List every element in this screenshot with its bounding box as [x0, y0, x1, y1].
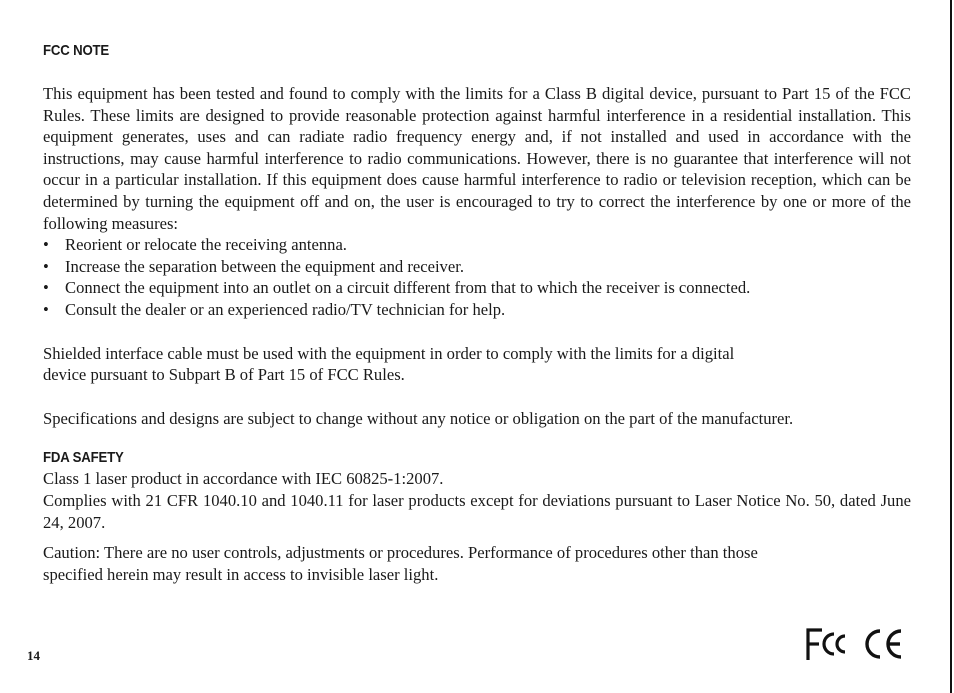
list-item — [43, 299, 911, 321]
fda-complies-paragraph: Complies with 21 CFR 1040.10 and 1040.11 for laser products except for deviations pursuant to Laser Notice No. 50, dated June 24, 2007. — [43, 490, 911, 532]
fcc-measures-list — [43, 234, 911, 320]
spacer — [43, 429, 911, 447]
measure-text: Consult the dealer or an experienced radio/TV technician for help. — [65, 299, 506, 319]
list-item — [43, 234, 911, 256]
bullet-glyph: • — [43, 299, 49, 319]
page-edge-rule — [950, 0, 952, 693]
list-item — [43, 256, 911, 278]
fda-caution-paragraph — [43, 542, 911, 585]
caution-line-1: Caution: There are no user controls, adjustments or procedures. Performance of procedures other than those — [43, 543, 758, 563]
measure-text: Connect the equipment into an outlet on a circuit different from that to which the receiver is connected. — [65, 278, 751, 298]
shielded-line-2: device pursuant to Subpart B of Part 15 of FCC Rules. — [43, 365, 405, 385]
fcc-intro-paragraph: This equipment has been tested and found to comply with the limits for a Class B digital device, pursuant to Part 15 of the FCC Rules. These limits are designed to provide reasonable protection against harmful interference in a residential installation. This equipment generates, uses and can radiate radio frequency energy and, if not installed and used in accordance with the instructions, may cause harmful interference to radio communications. However, there is no guarantee that interference will not occur in a particular installation. If this equipment does cause harmful interference to radio or television reception, which can be determined by turning the equipment off and on, the user is encouraged to try to correct the interference by one or more of the following measures: — [43, 84, 911, 233]
fda-class-line: Class 1 laser product in accordance with IEC 60825-1:2007. — [43, 469, 444, 489]
fda-safety-heading: FDA SAFETY — [43, 449, 124, 467]
spacer — [43, 386, 911, 408]
specifications-paragraph: Specifications and designs are subject to change without any notice or obligation on the part of the manufacturer. — [43, 408, 794, 428]
page-number: 14 — [27, 648, 40, 663]
spacer — [43, 533, 911, 542]
fcc-logo-icon — [808, 630, 845, 660]
ce-mark-icon — [867, 631, 901, 657]
fcc-note-heading: FCC NOTE — [43, 42, 110, 59]
shielded-cable-paragraph — [43, 343, 911, 386]
list-item — [43, 277, 911, 299]
shielded-line-1: Shielded interface cable must be used with the equipment in order to comply with the limits for a digital — [43, 343, 735, 363]
caution-line-2: specified herein may result in access to invisible laser light. — [43, 564, 439, 584]
bullet-glyph: • — [43, 256, 49, 276]
bullet-glyph: • — [43, 235, 49, 255]
bullet-glyph: • — [43, 278, 49, 298]
certification-logos — [804, 624, 904, 664]
spacer — [43, 61, 911, 83]
document-body — [43, 40, 911, 585]
measure-text: Increase the separation between the equipment and receiver. — [65, 256, 464, 276]
spacer — [43, 321, 911, 343]
measure-text: Reorient or relocate the receiving antenna. — [65, 235, 347, 255]
